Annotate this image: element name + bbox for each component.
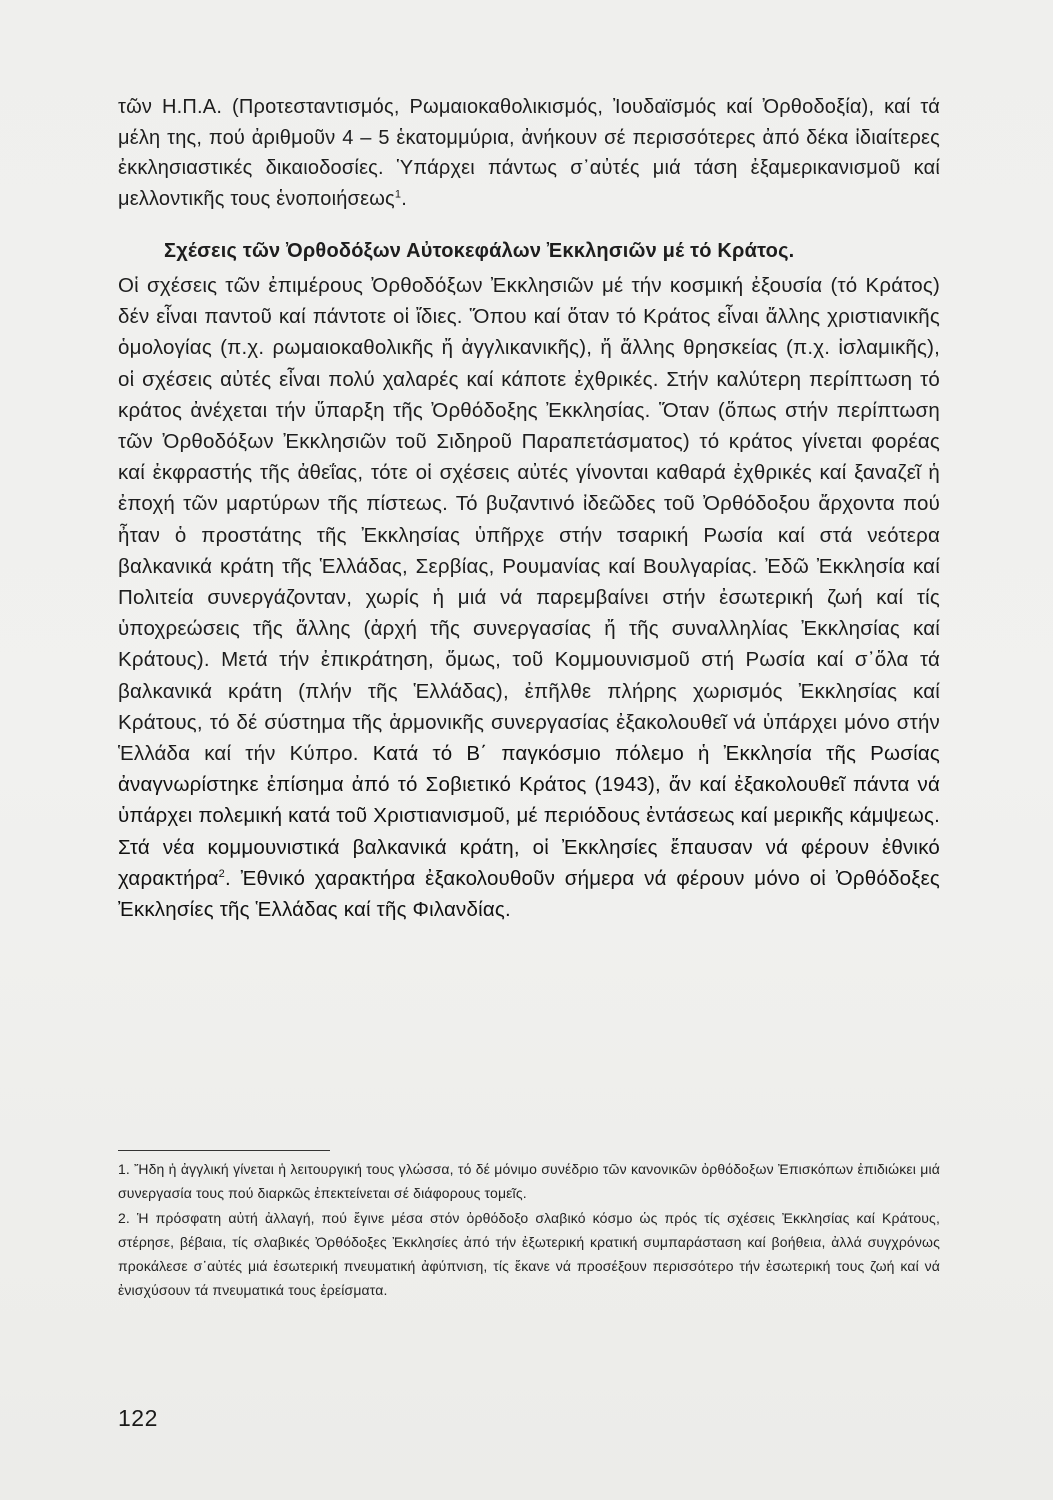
section-body [118,270,940,925]
paragraph1-text: τῶν Η.Π.Α. (Προτεσταντισμός, Ρωμαιοκαθολικισμός, Ἰουδαϊσμός καί Ὀρθοδοξία), καί τά μέλη της, πού ἀριθμοῦν 4 – 5 ἑκατομμύρια, ἀνήκουν σέ περισσότερες ἀπό δέκα ἰδιαίτερες ἐκκλησιαστικές δικαιοδοσίες. Ὑπάρχει πάντως σ᾽αὐτές μιά τάση ἐξαμερικανισμοῦ καί μελλοντικῆς τους ἑνοποιήσεως [118,96,940,210]
footnote-2: 2. Ἡ πρόσφατη αὐτή ἀλλαγή, πού ἔγινε μέσα στόν ὀρθόδοξο σλαβικό κόσμο ὡς πρός τίς σχέσεις Ἐκκλησίας καί Κράτους, στέρησε, βέβαια, τίς σλαβικές Ὀρθόδοξες Ἐκκλησίες ἀπό τήν ἐξωτερική κρατική συμπαράσταση καί βοήθεια, ἀλλά συγχρόνως προκάλεσε σ᾽αὐτές μιά ἐσωτερική πνευματική ἀφύπνιση, τίς ἔκανε νά προσέξουν περισσότερο τήν ἐσωτερική τους ζωή καί νά ἐνισχύσουν τά πνευματικά τους ἐρείσματα. [118,1209,940,1299]
footnote-divider [118,1150,330,1151]
paragraph-continuation [118,92,940,214]
section-body-text-end: . Ἐθνικό χαρακτήρα ἐξακολουθοῦν σήμερα νά φέρουν μόνο οἱ Ὀρθόδοξες Ἐκκλησίες τῆς Ἑλλάδας καί τῆς Φιλανδίας. [118,866,940,922]
footnote-ref-2: 2 [218,868,225,881]
footnote-ref-1: 1 [394,187,402,200]
main-text [118,92,940,925]
footnote-1: 1. Ἤδη ἡ ἀγγλική γίνεται ἡ λειτουργική τους γλώσσα, τό δέ μόνιμο συνέδριο τῶν κανονικῶν ὀρθόδοξων Ἐπισκόπων ἐπιδιώκει μιά συνεργασία τους πού διαρκῶς ἐπεκτείνεται σέ διάφορους τομεῖς. [118,1161,940,1202]
section-body-text-part2: Κατά τό Β΄ παγκόσμιο πόλεμο ἡ Ἐκκλησία τῆς Ρωσίας ἀναγνωρίστηκε ἐπίσημα ἀπό τό Σοβιετικό Κράτος (1943), ἄν καί ἐξακολουθεῖ πάντα νά ὑπάρχει πολεμική κατά τοῦ Χριστιανισμοῦ, μέ περιόδους ἐντάσεως καί μερικῆς κάμψεως. Στά νέα κομμουνιστικά βαλκανικά κράτη, οἱ Ἐκκλησίες ἔπαυσαν νά φέρουν ἐθνικό χαρακτήρα [118,742,940,890]
footnotes [118,1157,940,1303]
section-body-text-part1: Οἱ σχέσεις τῶν ἐπιμέρους Ὀρθοδόξων Ἐκκλησιῶν μέ τήν κοσμική ἐξουσία (τό Κράτος) δέν εἶναι παντοῦ καί πάντοτε οἱ ἴδιες. Ὅπου καί ὅταν τό Κράτος εἶναι ἄλλης χριστιανικῆς ὁμολογίας (π.χ. ρωμαιοκαθολικῆς ἤ ἀγγλικανικῆς), ἤ ἄλλης θρησκείας (π.χ. ἰσλαμικῆς), οἱ σχέσεις αὐτές εἶναι πολύ χαλαρές καί κάποτε ἐχθρικές. Στήν καλύτερη περίπτωση τό κράτος ἀνέχεται τήν ὕπαρξη τῆς Ὀρθόδοξης Ἐκκλησίας. Ὅταν (ὅπως στήν περίπτωση τῶν Ὀρθοδόξων Ἐκκλησιῶν τοῦ Σιδηροῦ Παραπετάσματος) τό κράτος γίνεται φορέας καί ἐκφραστής τῆς ἀθεΐας, τότε οἱ σχέσεις αὐτές γίνονται καθαρά ἐχθρικές καί ξαναζεῖ ἡ ἐποχή τῶν μαρτύρων τῆς πίστεως. Τό βυζαντινό ἰδεῶδες τοῦ Ὀρθόδοξου ἄρχοντα πού ἦταν ὁ προστάτης τῆς Ἐκκλησίας ὑπῆρχε στήν τσαρική Ρωσία καί στά νεότερα βαλκανικά κράτη τῆς Ἑλλάδας, Σερβίας, Ρουμανίας καί Βουλγαρίας. Ἐδῶ Ἐκκλησία καί Πολιτεία συνεργάζονταν, χωρίς ἡ μιά νά παρεμβαίνει στήν ἐσωτερική ζωή καί τίς ὑποχρεώσεις τῆς ἄλλης (ἀρχή τῆς συνεργασίας ἤ τῆς συναλληλίας Ἐκκλησίας καί Κράτους). Μετά τήν ἐπικράτηση, ὅμως, τοῦ Κομμουνισμοῦ στή Ρωσία καί σ᾽ὅλα τά βαλκανικά κράτη (πλήν τῆς Ἑλλάδας), ἐπῆλθε πλήρης χωρισμός Ἐκκλησίας καί Κράτους, τό δέ σύστημα τῆς ἁρμονικῆς συνεργασίας ἐξακολουθεῖ νά ὑπάρχει μόνο στήν Ἑλλάδα καί τήν Κύπρο. [118,274,940,766]
page-number: 122 [118,1405,158,1431]
paragraph1-end: . [401,187,407,210]
section-heading: Σχέσεις τῶν Ὀρθοδόξων Αὐτοκεφάλων Ἐκκλησιῶν μέ τό Κράτος. [164,240,795,262]
